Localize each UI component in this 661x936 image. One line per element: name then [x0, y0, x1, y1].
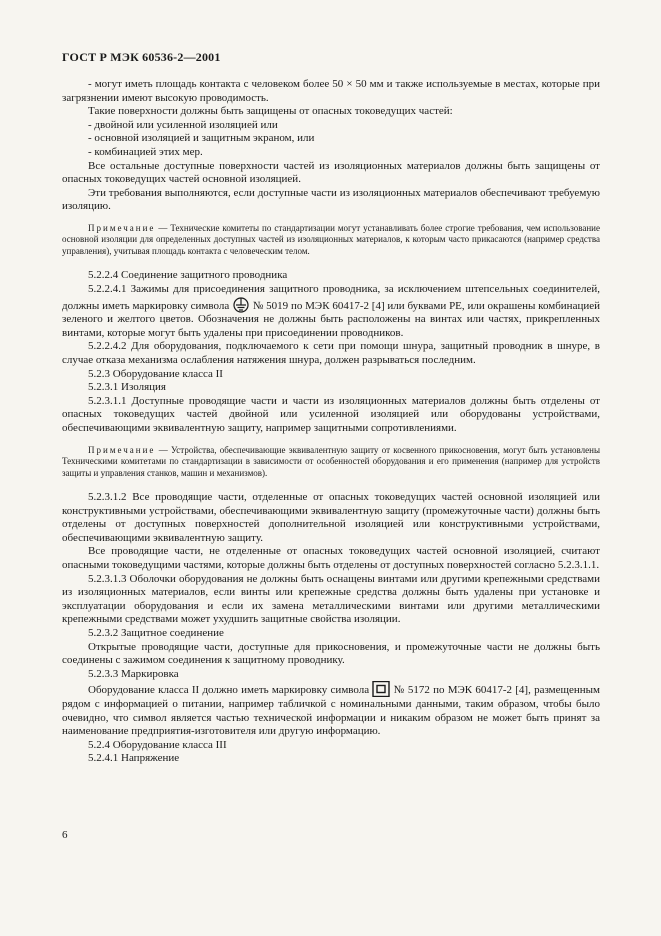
section-heading: 5.2.2.4 Соединение защитного проводника — [88, 269, 288, 282]
paragraph-text: № 5172 по МЭК 60417-2 [4], размещенным рядом с информацией о питании, например табличкой с номинальными данными, таким образом, чтобы было очевидно, что символ является частью технической информации и никаким образом не может быть принят за наименование предприятия-изготовителя или другую информацию. — [62, 684, 600, 738]
paragraph: Все проводящие части, не отделенные от опасных токоведущих частей основной изоляцией, считают опасными токоведущими частями, которые должны быть отделены от доступных поверхностей согласно 5.2.3.1.1. — [62, 545, 600, 572]
paragraph: Все остальные доступные поверхности частей из изоляционных материалов должны быть защищены от опасных токоведущих частей основной изоляцией. — [62, 159, 600, 186]
page-header: ГОСТ Р МЭК 60536-2—2001 — [62, 50, 221, 64]
note — [62, 445, 600, 480]
note-label: Примечание — [88, 222, 156, 233]
paragraph: 5.2.3.1.2 Все проводящие части, отделенные от опасных токоведущих частей основной изоляцией или конструктивными устройствами, обеспечивающими эквивалентную защиту (промежуточные части) должны быть отделены от доступных поверхностей дополнительной изоляцией или конструктивными устройствами, обеспечивающими эквивалентную защиту. — [62, 491, 600, 544]
paragraph — [62, 283, 600, 340]
list-item: - двойной или усиленной изоляцией или — [88, 118, 278, 131]
paragraph: Открытые проводящие части, доступные для прикосновения, и промежуточные части не должны быть соединены с зажимом соединения к защитному проводнику. — [62, 640, 600, 667]
note — [62, 223, 600, 258]
paragraph: 5.2.3.1.3 Оболочки оборудования не должны быть оснащены винтами или другими крепежными средствами из изоляционных материалов, если винты или крепежные средства должны быть удалены при установке и эксплуатации оборудования и если их замена металлическими винтами или другими металлическими крепежными средствами может ухудшить защитные свойства изоляции. — [62, 572, 600, 626]
section-heading: 5.2.4.1 Напряжение — [88, 752, 180, 765]
paragraph-text: Оборудование класса II должно иметь маркировку символа — [88, 684, 370, 697]
section-heading: 5.2.4 Оборудование класса III — [88, 738, 227, 751]
paragraph: Такие поверхности должны быть защищены от опасных токоведущих частей: — [88, 105, 453, 118]
class-ii-icon — [372, 681, 390, 697]
list-item: - комбинацией этих мер. — [88, 145, 203, 158]
note-text: — Технические комитеты по стандартизации могут устанавливать более строгие требования, чем использование основной изоляции для определенных доступных частей из изоляционных материалов, к которым часто прикасаются (например средства управления), учитывая площадь контакта с человеческим телом. — [62, 222, 600, 256]
paragraph: - могут иметь площадь контакта с человеком более 50 × 50 мм и также используемые в местах, которые при загрязнении имеют высокую проводимость. — [62, 78, 600, 104]
note-label: Примечание — [88, 444, 156, 455]
list-item: - основной изоляцией и защитным экраном, или — [88, 132, 315, 145]
page-number: 6 — [62, 829, 68, 841]
paragraph-text: № 5019 по МЭК 60417-2 [4] или буквами PE, или окрашены комбинацией зеленого и желтого цветов. Обозначения не должны быть расположены на винтах или частях, прикрепленных винтами, которые могут быть удалены при присоединении проводников. — [62, 299, 600, 339]
section-heading: 5.2.3.1 Изоляция — [88, 381, 166, 394]
protective-earth-icon — [232, 297, 250, 313]
section-heading: 5.2.3.3 Маркировка — [88, 667, 179, 680]
paragraph-text: 5.2.2.4.1 Зажимы для присоединения защитного проводника, за исключением штепсельных соединителей, должны иметь маркировку символа — [62, 283, 600, 312]
paragraph: Эти требования выполняются, если доступные части из изоляционных материалов обеспечивают требуемую изоляцию. — [62, 186, 600, 213]
section-heading: 5.2.3.2 Защитное соединение — [88, 627, 224, 639]
note-text: — Устройства, обеспечивающие эквивалентную защиту от косвенного прикосновения, могут быть установлены Техническими комитетами по стандартизации в зависимости от особенностей оборудования и его применения (например для устройств защиты и управления станков, машин и механизмов). — [62, 444, 600, 478]
paragraph: 5.2.2.4.2 Для оборудования, подключаемого к сети при помощи шнура, защитный проводник в шнуре, в случае отказа механизма ослабления натяжения шнура, должен разрываться последним. — [62, 340, 600, 366]
paragraph: 5.2.3.1.1 Доступные проводящие части и части из изоляционных материалов должны быть отделены от опасных токоведущих частей двойной или усиленной изоляцией или оборудованы устройствами, обеспечивающими эквивалентную защиту, например защитными сопротивлениями. — [62, 394, 600, 434]
paragraph — [62, 681, 600, 738]
document-body — [62, 78, 600, 766]
section-heading: 5.2.3 Оборудование класса II — [88, 367, 223, 380]
